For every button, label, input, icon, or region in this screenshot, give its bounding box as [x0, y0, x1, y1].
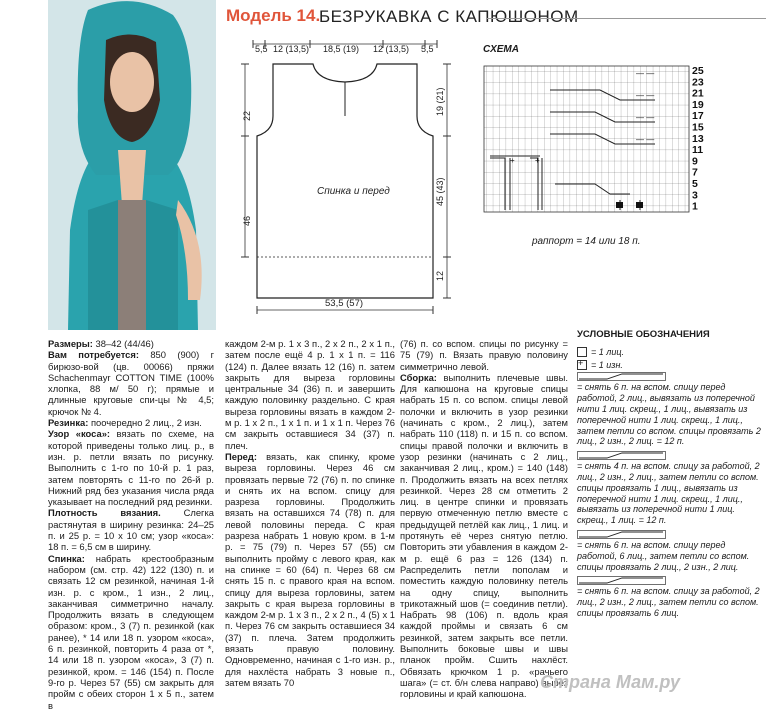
- dim-top-2: 12 (13,5): [273, 44, 310, 54]
- legend-cable-2: [577, 451, 767, 526]
- legend: [577, 330, 767, 623]
- svg-text:+: +: [510, 156, 515, 165]
- cable-symbol-icon: [577, 576, 667, 585]
- paragraph-text: поочередно 2 лиц., 2 изн.: [88, 417, 202, 429]
- dim-top-1: 5,5: [255, 44, 268, 54]
- legend-knit-label: = 1 лиц.: [591, 346, 624, 357]
- text-column-2: [225, 338, 395, 688]
- paragraph-heading: Резинка:: [48, 417, 89, 429]
- svg-text:+: +: [535, 156, 540, 165]
- row-label-7: 7: [692, 166, 698, 179]
- svg-text:— —: — —: [636, 135, 655, 144]
- paragraph: [48, 417, 214, 428]
- legend-cable-text: = снять 4 п. на вспом. спицу за работой, 2 лиц., 2 изн., 2 лиц., затем петли со вспом. спицы провязать 1 лиц., вывязать из поперечной нити 1 лиц. скрещ., 1 лиц., вывязать из поперечной нити 1 лиц. скрещ., 1 лиц. = 12 п.: [577, 461, 760, 526]
- legend-cable-4: [577, 576, 767, 618]
- legend-cable-1: [577, 372, 767, 447]
- paragraph-text: (76) п. со вспом. спицы по рисунку = 75 (79) п. Вязать правую половину симметрично левой.: [400, 338, 568, 372]
- model-name: БЕЗРУКАВКА С КАПЮШОНОМ: [319, 7, 579, 26]
- row-label-17: 17: [692, 110, 704, 123]
- knit-chart: [480, 60, 710, 232]
- dim-bottom: 53,5 (57): [325, 298, 364, 309]
- legend-cable-text: = снять 6 п. на вспом. спицу перед работой, 2 лиц., вывязать из поперечной нити 1 лиц. скрещ., 1 лиц., вывязать из поперечной нити 1 лиц. скрещ., 1 лиц., затем петли со вспом. спицы провязать 2 лиц., 2 изн., 2 лиц. = 12 п.: [577, 382, 761, 447]
- paragraph-heading: Размеры:: [48, 338, 93, 349]
- row-label-9: 9: [692, 155, 698, 168]
- legend-cable-text: = снять 6 п. на вспом. спицу за работой, 2 лиц., 2 изн., 2 лиц., затем петли со вспом. спицы провязать 6 лиц.: [577, 586, 760, 618]
- svg-text:— —: — —: [636, 91, 655, 100]
- paragraph-text: каждом 2-м р. 1 х 3 п., 2 х 2 п., 2 х 1 п., затем после ещё 4 р. 1 х 1 п. = 116 (124) п. Далее вязать 12 (16) п. затем закрыть для выреза горловины центральные 34 (36) п. и завершить каждую половинку раздельно. С края выреза горловины вязать в каждом 2-м р. 1 х 2 п., 1 х 1 п. и 1 х 1 п. Через 76 см закрыть оставшиеся 34 (37) п. плеч.: [225, 338, 395, 451]
- row-label-5: 5: [692, 178, 698, 190]
- paragraph-heading: Перед:: [225, 450, 257, 462]
- paragraph: [225, 338, 395, 451]
- title-rule: [486, 18, 766, 19]
- text-column-1: [48, 338, 214, 711]
- paragraph-heading: Вам потребуется:: [48, 349, 139, 361]
- paragraph: [400, 338, 568, 372]
- legend-knit: [577, 347, 767, 358]
- paragraph: [225, 451, 395, 688]
- row-label-3: 3: [692, 189, 698, 202]
- schema-label: СХЕМА: [483, 44, 519, 55]
- paragraph-heading: Узор «коса»:: [48, 428, 111, 440]
- row-label-19: 19: [692, 98, 704, 111]
- legend-cable-3: [577, 530, 767, 572]
- paragraph-heading: Сборка:: [400, 371, 437, 383]
- dim-left-1: 22: [242, 110, 252, 121]
- dim-top-4: 12 (13,5): [373, 44, 410, 54]
- paragraph: [48, 553, 214, 711]
- paragraph: [48, 507, 214, 552]
- paragraph: [48, 338, 214, 349]
- paragraph-text: 38–42 (44/46): [92, 338, 154, 349]
- purl-symbol-icon: [577, 360, 587, 370]
- paragraph-text: 850 (900) г бирюзо-вой (цв. 00066) пряжи Schachenmayr COTTON TIME (100% хлопка, 88 м/ 50 г); прямые и длинные круговые спи-цы № 4,5; крючок № 4.: [48, 349, 214, 417]
- rapport-label: раппорт = 14 или 18 п.: [532, 236, 641, 247]
- dim-top-3: 18,5 (19): [323, 44, 360, 54]
- watermark: Страна Мам.ру: [540, 672, 680, 692]
- paragraph: [48, 349, 214, 417]
- dim-top-5: 5,5: [421, 44, 434, 54]
- dim-right-2: 45 (43): [435, 177, 445, 206]
- dim-right-3: 12: [435, 270, 445, 281]
- paragraph: [48, 428, 214, 507]
- cable-symbol-icon: [577, 372, 667, 381]
- row-label-23: 23: [692, 76, 704, 89]
- garment-label: Спинка и перед: [317, 186, 390, 197]
- paragraph-heading: Плотность вязания.: [48, 507, 161, 519]
- title-row: [224, 4, 767, 32]
- paragraph-text: набрать крестообразным набором (см. стр. 42) 122 (130) п. и связать 12 см резинкой, начиная 1-й изн. р. с кром., 1 изн., 2 лиц., заканчивая симметрично началу. Продолжить вязать в следующем образом: кром., 3 (7) п. резинкой (как ранее), * 14 или 18 п. узором «коса», 6 п. резинкой, повторить 4 раза от *, 14 или 18 п. узором «коса», 3 (7) п. резинкой, кром. = 146 (154) п. После 9-го р. Через 57 (55) см закрыть для пройм с обеих сторон 1 х 5 п., затем в: [48, 552, 214, 711]
- knit-symbol-icon: [577, 347, 587, 357]
- cable-symbol-icon: [577, 451, 667, 460]
- row-label-21: 21: [692, 87, 704, 100]
- legend-purl: [577, 360, 767, 371]
- row-label-11: 11: [692, 144, 704, 157]
- legend-cable-text: = снять 6 п. на вспом. спицу перед работой, 6 лиц., затем петли со вспом. спицы провязать 2 лиц., 2 изн., 2 лиц.: [577, 539, 750, 572]
- text-column-3: [400, 338, 568, 700]
- legend-header: УСЛОВНЫЕ ОБОЗНАЧЕНИЯ: [577, 329, 710, 340]
- svg-text:— —: — —: [636, 69, 655, 78]
- model-number: Модель 14.: [226, 6, 321, 25]
- model-photo-illustration: [48, 0, 216, 330]
- dim-left-2: 46: [242, 215, 252, 226]
- dim-right-1: 19 (21): [435, 87, 445, 116]
- row-label-15: 15: [692, 121, 704, 134]
- svg-text:— —: — —: [636, 113, 655, 122]
- pattern-diagram: [225, 36, 475, 320]
- paragraph-text: Слегка растянутая в ширину резинка: 24–25 п. и 25 р. = 10 х 10 см; узор «коса»: 18 п. = 6,5 см в ширину.: [48, 507, 214, 553]
- row-label-1: 1: [692, 200, 698, 213]
- row-label-25: 25: [692, 65, 704, 77]
- cable-symbol-icon: [577, 530, 667, 539]
- paragraph-text: выполнить плечевые швы. Для капюшона на круговые спицы набрать 15 п. со вспом. спицы левой полочки и включить в узор резинки (начинать с кром., 2 лиц.), затем набрать 110 (118) п. и 15 п. со вспом. спицы правой полочки и включить в узор резинки (начинать с 2 лиц., заканчивая 2 лиц., кром.) = 140 (148) п. Продолжить вязать на всех петлях резинкой. Через 28 см отметить 2 лиц. в центре спинки и провязать первую отмеченную петлю вместе с предыдущей петлёй как лиц., 1 лиц. и протянуть её через снятую петлю. Повторить эти убавления в каждом 2-м р. ещё 6 раз = 126 (134) п. Распределить петли пополам и поместить каждую половинку петель на одну спицу, выполнить трикотажный шов (= соединив петли). Набрать 98 (106) п. вдоль края каждой проймы и связать 6 см резинкой, затем закрыть все петли. Выполнить боковые швы и швы планок пройм. Сшить нахлёст. Обвязать крючком 1 р. «рачьего шага» (= ст. б/н слева направо) вырез горловины и край капюшона.: [400, 371, 568, 700]
- row-label-13: 13: [692, 132, 704, 145]
- paragraph-text: вязать по схеме, на которой приведены только лиц. р., в изн. р. петли вязать по рисунку. Выполнить с 1-го по 10-й р. 1 раз, затем повторять с 11-го по 26-й р. Нижний ряд без указания числа ряда указывает на последний ряд резинки.: [48, 428, 214, 508]
- model-photo: [48, 0, 216, 330]
- paragraph: [400, 372, 568, 700]
- legend-purl-label: = 1 изн.: [591, 359, 623, 370]
- paragraph-text: вязать, как спинку, кроме выреза горловины. Через 46 см провязать первые 72 (76) п. по спинке и снять их на вспом. спицу для разреза горловины. Продолжить вязать на оставшихся 74 (78) п. для левой половины переда. С края разреза набрать 1 новую кром. в 1-м р. = 75 (79) п. Через 57 (55) см выполнить пройму с левого края, как на спинке = 60 (64) п. Через 68 см снять 15 п. с правого края на вспом. спицу для выреза горловины, затем закрыть с края выреза горловины в каждом 2-м р. 1 х 3 п., 2 х 2 п., 4 (5) х 1 п. Через 76 см закрыть оставшиеся 34 (37) п. плеча. Затем продолжить вязать правую половину. Одновременно, начиная с 1-го изн. р., для нахлёста набрать 3 новые п., затем вязать 70: [225, 450, 395, 688]
- paragraph-heading: Спинка:: [48, 552, 85, 564]
